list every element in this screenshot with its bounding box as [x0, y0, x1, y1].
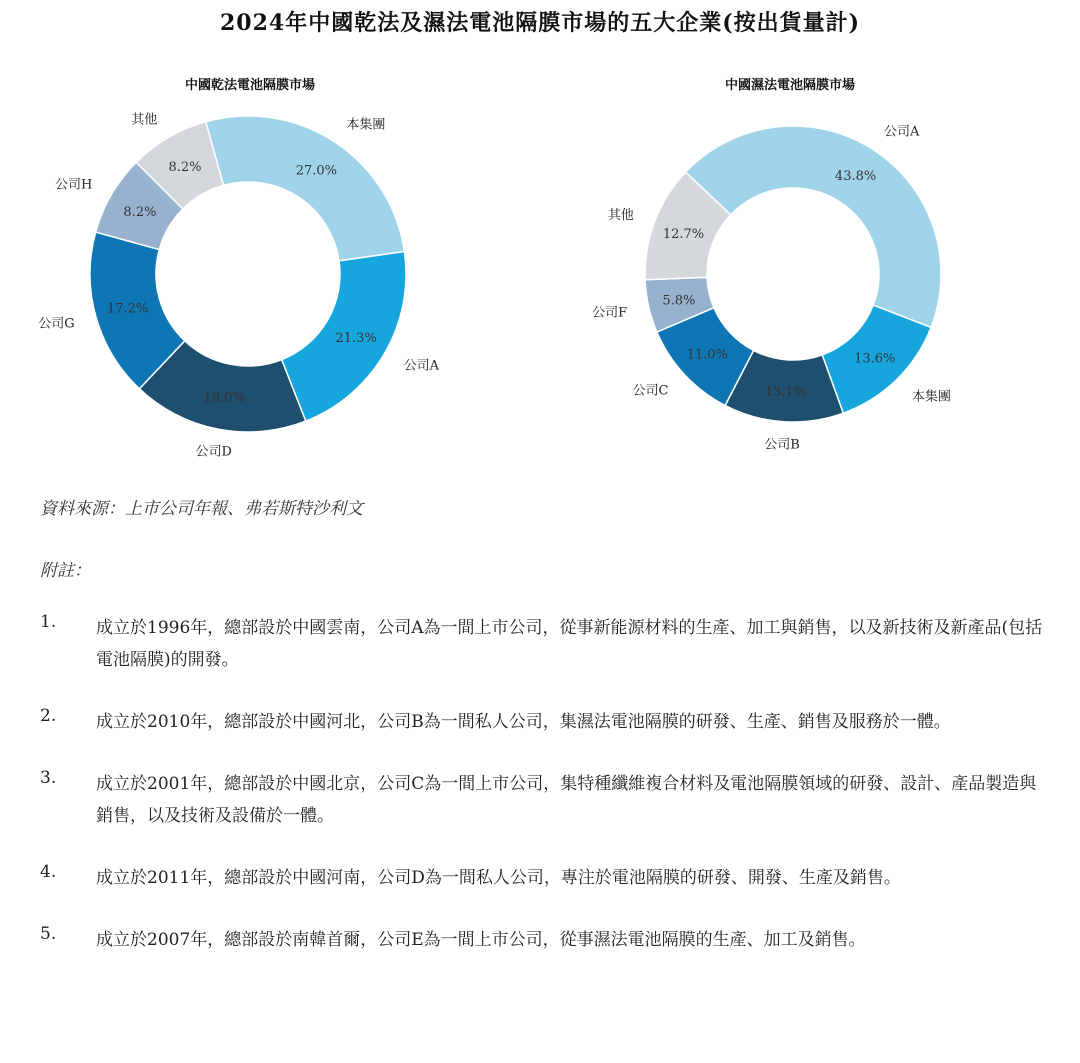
note-number: 3. [40, 768, 57, 788]
wet-category-label-3: 公司C [632, 383, 669, 399]
notes-list [40, 612, 1050, 986]
wet-value-label-3: 11.0% [686, 347, 728, 363]
note-item [40, 768, 1050, 832]
dry-slice-0 [206, 116, 405, 261]
note-text: 成立於2011年，總部設於中國河南，公司D為一間私人公司，專注於電池隔膜的研發、開發、生產及銷售。 [96, 868, 901, 888]
note-item [40, 924, 1050, 956]
dry-category-label-1: 公司A [403, 358, 439, 374]
dry-category-label-4: 公司H [55, 177, 93, 193]
wet-slice-0 [686, 126, 941, 327]
dry-category-label-0: 本集團 [346, 117, 386, 133]
wet-category-label-2: 公司B [764, 437, 800, 453]
note-number: 4. [40, 862, 57, 882]
wet-value-label-1: 13.6% [854, 351, 896, 367]
note-number: 2. [40, 706, 57, 726]
dry-value-label-0: 27.0% [295, 163, 338, 179]
note-number: 5. [40, 924, 57, 944]
wet-category-label-1: 本集團 [911, 389, 951, 405]
wet-category-label-0: 公司A [883, 124, 920, 140]
wet-category-label-5: 其他 [607, 208, 634, 224]
dry-value-label-5: 8.2% [168, 160, 202, 176]
note-text: 成立於2007年，總部設於南韓首爾，公司E為一間上市公司，從事濕法電池隔膜的生產、加工及銷售。 [96, 930, 866, 950]
wet-donut-svg [560, 60, 1020, 460]
wet-category-label-4: 公司F [592, 305, 628, 321]
dry-value-label-1: 21.3% [335, 330, 377, 346]
dry-donut-svg [40, 60, 460, 460]
note-item [40, 862, 1050, 894]
dry-process-chart [40, 60, 460, 460]
wet-value-label-4: 5.8% [662, 293, 696, 309]
dry-category-label-5: 其他 [131, 112, 158, 128]
dry-chart-title: 中國乾法電池隔膜市場 [184, 78, 315, 93]
wet-value-label-5: 12.7% [662, 226, 705, 242]
notes-heading: 附註： [40, 561, 91, 581]
note-text: 成立於1996年，總部設於中國雲南，公司A為一間上市公司，從事新能源材料的生產、加工與銷售，以及新技術及新產品(包括電池隔膜)的開發。 [96, 618, 1043, 670]
dry-value-label-2: 18.0% [203, 390, 245, 406]
dry-value-label-3: 17.2% [106, 301, 149, 317]
wet-chart-title: 中國濕法電池隔膜市場 [724, 78, 855, 93]
dry-category-label-2: 公司D [195, 444, 232, 460]
wet-value-label-0: 43.8% [834, 169, 877, 185]
dry-value-label-4: 8.2% [123, 205, 157, 221]
note-text: 成立於2001年，總部設於中國北京，公司C為一間上市公司，集特種纖維複合材料及電池隔膜領域的研發、設計、產品製造與銷售，以及技術及設備於一體。 [96, 774, 1037, 826]
wet-value-label-2: 13.1% [764, 384, 807, 400]
wet-process-chart [560, 60, 1020, 460]
dry-category-label-3: 公司G [38, 316, 75, 332]
note-item [40, 612, 1050, 676]
page-title: 2024年中國乾法及濕法電池隔膜市場的五大企業(按出貨量計) [219, 10, 861, 36]
note-item [40, 706, 1050, 738]
note-text: 成立於2010年，總部設於中國河北，公司B為一間私人公司，集濕法電池隔膜的研發、生產、銷售及服務於一體。 [96, 712, 951, 732]
note-number: 1. [40, 612, 57, 632]
source-text: 資料來源：上市公司年報、弗若斯特沙利文 [40, 499, 363, 519]
